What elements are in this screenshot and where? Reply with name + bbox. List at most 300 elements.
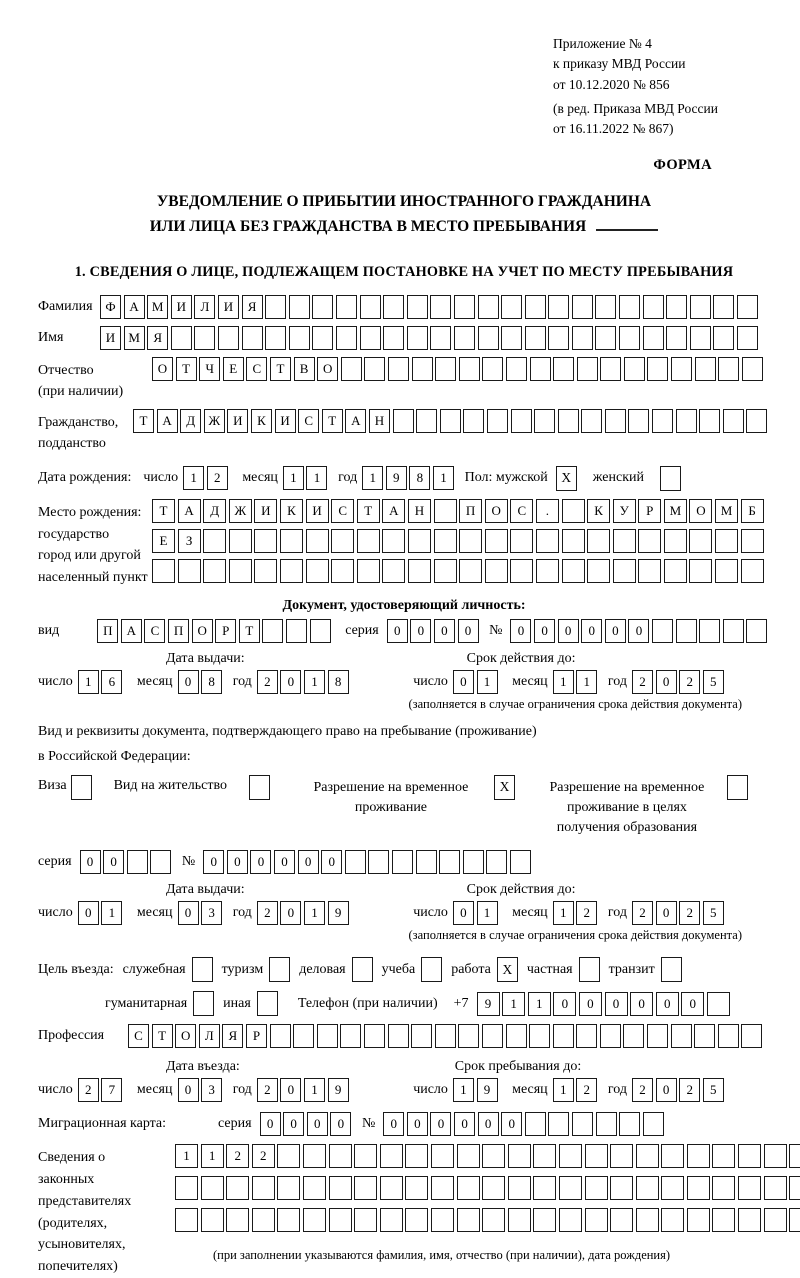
char-cell[interactable] <box>312 326 333 350</box>
char-cell[interactable] <box>416 850 437 874</box>
char-cell[interactable] <box>364 357 385 381</box>
char-cell[interactable] <box>383 295 404 319</box>
char-cell[interactable]: 2 <box>257 901 278 925</box>
char-cell[interactable]: 1 <box>183 466 204 490</box>
char-cell[interactable]: Я <box>147 326 168 350</box>
char-cell[interactable] <box>459 357 480 381</box>
purpose-humanitarian-checkbox[interactable] <box>193 991 214 1016</box>
char-cell[interactable] <box>636 1144 659 1168</box>
stay-valid-day-cells[interactable] <box>453 901 500 925</box>
char-cell[interactable]: 0 <box>410 619 431 643</box>
char-cell[interactable] <box>405 1176 428 1200</box>
char-cell[interactable] <box>360 326 381 350</box>
char-cell[interactable] <box>619 1112 640 1136</box>
char-cell[interactable] <box>572 295 593 319</box>
char-cell[interactable] <box>789 1176 800 1200</box>
char-cell[interactable]: А <box>121 619 142 643</box>
char-cell[interactable] <box>525 295 546 319</box>
char-cell[interactable]: 0 <box>628 619 649 643</box>
char-cell[interactable]: 0 <box>454 1112 475 1136</box>
char-cell[interactable]: М <box>147 295 168 319</box>
char-cell[interactable]: 2 <box>632 901 653 925</box>
char-cell[interactable] <box>687 1144 710 1168</box>
char-cell[interactable] <box>357 559 380 583</box>
char-cell[interactable] <box>610 1176 633 1200</box>
stay-number-cells[interactable] <box>203 850 533 874</box>
char-cell[interactable]: 0 <box>534 619 555 643</box>
char-cell[interactable]: С <box>331 499 354 523</box>
char-cell[interactable] <box>329 1176 352 1200</box>
char-cell[interactable]: А <box>382 499 405 523</box>
char-cell[interactable]: 0 <box>430 1112 451 1136</box>
char-cell[interactable]: 9 <box>386 466 407 490</box>
char-cell[interactable] <box>605 409 626 433</box>
birth-day-cells[interactable] <box>183 466 230 490</box>
char-cell[interactable]: 0 <box>274 850 295 874</box>
char-cell[interactable] <box>329 1144 352 1168</box>
char-cell[interactable]: 3 <box>201 1078 222 1102</box>
char-cell[interactable]: П <box>97 619 118 643</box>
char-cell[interactable]: Т <box>152 1024 173 1048</box>
purpose-other-checkbox[interactable] <box>257 991 278 1016</box>
char-cell[interactable] <box>242 326 263 350</box>
char-cell[interactable]: 9 <box>477 992 500 1016</box>
char-cell[interactable]: У <box>613 499 636 523</box>
char-cell[interactable]: Ф <box>100 295 121 319</box>
char-cell[interactable] <box>482 1176 505 1200</box>
char-cell[interactable]: Н <box>369 409 390 433</box>
char-cell[interactable]: А <box>157 409 178 433</box>
char-cell[interactable]: А <box>178 499 201 523</box>
char-cell[interactable]: 0 <box>78 901 99 925</box>
char-cell[interactable]: М <box>715 499 738 523</box>
char-cell[interactable] <box>218 326 239 350</box>
temp-residence-edu-checkbox[interactable] <box>727 775 748 800</box>
char-cell[interactable]: 2 <box>207 466 228 490</box>
char-cell[interactable] <box>723 619 744 643</box>
char-cell[interactable]: А <box>345 409 366 433</box>
char-cell[interactable]: Я <box>242 295 263 319</box>
char-cell[interactable]: О <box>485 499 508 523</box>
char-cell[interactable] <box>430 326 451 350</box>
entry-month-cells[interactable] <box>178 1078 225 1102</box>
char-cell[interactable]: 2 <box>679 670 700 694</box>
char-cell[interactable] <box>405 1208 428 1232</box>
char-cell[interactable] <box>595 295 616 319</box>
char-cell[interactable]: 9 <box>328 1078 349 1102</box>
stay-issue-year-cells[interactable] <box>257 901 351 925</box>
char-cell[interactable] <box>380 1208 403 1232</box>
char-cell[interactable] <box>600 357 621 381</box>
gender-female-checkbox[interactable] <box>660 466 681 491</box>
char-cell[interactable]: К <box>587 499 610 523</box>
char-cell[interactable] <box>262 619 283 643</box>
char-cell[interactable]: О <box>317 357 338 381</box>
char-cell[interactable]: 1 <box>78 670 99 694</box>
char-cell[interactable]: Л <box>194 295 215 319</box>
char-cell[interactable]: Т <box>176 357 197 381</box>
purpose-study-checkbox[interactable] <box>421 957 442 982</box>
migration-number-cells[interactable] <box>383 1112 666 1136</box>
char-cell[interactable]: 1 <box>528 992 551 1016</box>
char-cell[interactable] <box>695 357 716 381</box>
char-cell[interactable]: 1 <box>453 1078 474 1102</box>
char-cell[interactable] <box>303 1144 326 1168</box>
char-cell[interactable] <box>482 1208 505 1232</box>
char-cell[interactable]: 0 <box>103 850 124 874</box>
char-cell[interactable]: Р <box>638 499 661 523</box>
char-cell[interactable] <box>306 559 329 583</box>
char-cell[interactable]: Я <box>222 1024 243 1048</box>
char-cell[interactable] <box>508 1208 531 1232</box>
char-cell[interactable] <box>548 326 569 350</box>
char-cell[interactable]: Е <box>223 357 244 381</box>
char-cell[interactable] <box>689 529 712 553</box>
char-cell[interactable]: И <box>227 409 248 433</box>
char-cell[interactable] <box>478 326 499 350</box>
char-cell[interactable] <box>676 409 697 433</box>
char-cell[interactable] <box>559 1176 582 1200</box>
char-cell[interactable] <box>562 529 585 553</box>
identity-issue-day-cells[interactable] <box>78 670 125 694</box>
char-cell[interactable] <box>412 357 433 381</box>
char-cell[interactable] <box>340 1024 361 1048</box>
gender-male-checkbox[interactable]: X <box>556 466 577 491</box>
char-cell[interactable] <box>671 1024 692 1048</box>
char-cell[interactable] <box>690 295 711 319</box>
char-cell[interactable]: С <box>246 357 267 381</box>
char-cell[interactable]: И <box>306 499 329 523</box>
char-cell[interactable] <box>485 559 508 583</box>
char-cell[interactable] <box>457 1176 480 1200</box>
char-cell[interactable] <box>553 357 574 381</box>
char-cell[interactable]: 0 <box>656 670 677 694</box>
char-cell[interactable]: Ж <box>204 409 225 433</box>
char-cell[interactable] <box>713 326 734 350</box>
char-cell[interactable] <box>482 1024 503 1048</box>
char-cell[interactable]: 1 <box>201 1144 224 1168</box>
char-cell[interactable] <box>175 1176 198 1200</box>
representatives-cells-row1[interactable] <box>175 1144 800 1168</box>
char-cell[interactable]: 0 <box>387 619 408 643</box>
char-cell[interactable]: 5 <box>703 1078 724 1102</box>
char-cell[interactable] <box>310 619 331 643</box>
representatives-cells-row2[interactable] <box>175 1176 800 1200</box>
char-cell[interactable]: О <box>192 619 213 643</box>
char-cell[interactable]: И <box>171 295 192 319</box>
char-cell[interactable] <box>742 357 763 381</box>
char-cell[interactable]: 1 <box>306 466 327 490</box>
char-cell[interactable] <box>595 326 616 350</box>
char-cell[interactable] <box>194 326 215 350</box>
visa-checkbox[interactable] <box>71 775 92 800</box>
purpose-official-checkbox[interactable] <box>192 957 213 982</box>
char-cell[interactable]: С <box>510 499 533 523</box>
char-cell[interactable] <box>636 1176 659 1200</box>
char-cell[interactable] <box>548 1112 569 1136</box>
char-cell[interactable]: 0 <box>407 1112 428 1136</box>
char-cell[interactable]: 2 <box>679 1078 700 1102</box>
char-cell[interactable] <box>487 409 508 433</box>
char-cell[interactable] <box>434 499 457 523</box>
char-cell[interactable] <box>610 1208 633 1232</box>
char-cell[interactable] <box>510 559 533 583</box>
char-cell[interactable] <box>203 559 226 583</box>
char-cell[interactable] <box>661 1176 684 1200</box>
char-cell[interactable] <box>643 295 664 319</box>
char-cell[interactable] <box>336 295 357 319</box>
char-cell[interactable] <box>741 559 764 583</box>
char-cell[interactable] <box>536 529 559 553</box>
doc-type-cells[interactable] <box>97 619 333 643</box>
char-cell[interactable]: 0 <box>298 850 319 874</box>
char-cell[interactable] <box>360 295 381 319</box>
char-cell[interactable]: Т <box>270 357 291 381</box>
char-cell[interactable] <box>434 529 457 553</box>
char-cell[interactable]: И <box>218 295 239 319</box>
char-cell[interactable] <box>485 529 508 553</box>
char-cell[interactable]: 0 <box>553 992 576 1016</box>
char-cell[interactable] <box>270 1024 291 1048</box>
char-cell[interactable] <box>482 1144 505 1168</box>
profession-cells[interactable] <box>128 1024 765 1048</box>
char-cell[interactable] <box>175 1208 198 1232</box>
char-cell[interactable] <box>431 1208 454 1232</box>
char-cell[interactable] <box>201 1176 224 1200</box>
char-cell[interactable] <box>252 1176 275 1200</box>
identity-valid-year-cells[interactable] <box>632 670 726 694</box>
char-cell[interactable] <box>558 409 579 433</box>
char-cell[interactable] <box>439 850 460 874</box>
char-cell[interactable]: 1 <box>477 670 498 694</box>
char-cell[interactable] <box>687 1208 710 1232</box>
char-cell[interactable]: Т <box>133 409 154 433</box>
char-cell[interactable]: 0 <box>605 619 626 643</box>
char-cell[interactable]: Д <box>180 409 201 433</box>
char-cell[interactable] <box>407 326 428 350</box>
char-cell[interactable] <box>738 1176 761 1200</box>
char-cell[interactable]: 0 <box>458 619 479 643</box>
char-cell[interactable] <box>613 529 636 553</box>
char-cell[interactable] <box>463 409 484 433</box>
char-cell[interactable] <box>687 1176 710 1200</box>
char-cell[interactable]: 2 <box>679 901 700 925</box>
char-cell[interactable] <box>392 850 413 874</box>
char-cell[interactable]: С <box>144 619 165 643</box>
char-cell[interactable] <box>280 559 303 583</box>
char-cell[interactable] <box>624 357 645 381</box>
char-cell[interactable] <box>226 1208 249 1232</box>
citizenship-cells[interactable] <box>133 409 770 433</box>
char-cell[interactable]: 0 <box>478 1112 499 1136</box>
char-cell[interactable] <box>289 295 310 319</box>
identity-issue-month-cells[interactable] <box>178 670 225 694</box>
char-cell[interactable]: М <box>124 326 145 350</box>
char-cell[interactable]: М <box>664 499 687 523</box>
char-cell[interactable]: 1 <box>283 466 304 490</box>
char-cell[interactable] <box>383 326 404 350</box>
char-cell[interactable] <box>508 1176 531 1200</box>
char-cell[interactable]: О <box>175 1024 196 1048</box>
char-cell[interactable] <box>440 409 461 433</box>
char-cell[interactable] <box>559 1208 582 1232</box>
char-cell[interactable] <box>345 850 366 874</box>
char-cell[interactable]: 0 <box>280 670 301 694</box>
char-cell[interactable]: 0 <box>250 850 271 874</box>
char-cell[interactable]: Т <box>322 409 343 433</box>
char-cell[interactable] <box>277 1176 300 1200</box>
char-cell[interactable] <box>501 326 522 350</box>
char-cell[interactable]: В <box>294 357 315 381</box>
char-cell[interactable] <box>671 357 692 381</box>
char-cell[interactable]: 0 <box>260 1112 281 1136</box>
stay-valid-year-cells[interactable] <box>632 901 726 925</box>
char-cell[interactable] <box>331 529 354 553</box>
char-cell[interactable]: 0 <box>178 1078 199 1102</box>
char-cell[interactable] <box>764 1176 787 1200</box>
char-cell[interactable] <box>576 1024 597 1048</box>
char-cell[interactable]: К <box>280 499 303 523</box>
purpose-work-checkbox[interactable]: X <box>497 957 518 982</box>
char-cell[interactable]: И <box>254 499 277 523</box>
char-cell[interactable] <box>666 295 687 319</box>
char-cell[interactable] <box>534 409 555 433</box>
char-cell[interactable] <box>533 1176 556 1200</box>
char-cell[interactable] <box>254 529 277 553</box>
char-cell[interactable] <box>171 326 192 350</box>
char-cell[interactable] <box>229 529 252 553</box>
char-cell[interactable] <box>454 295 475 319</box>
char-cell[interactable] <box>529 1024 550 1048</box>
char-cell[interactable] <box>388 357 409 381</box>
char-cell[interactable]: К <box>251 409 272 433</box>
char-cell[interactable] <box>746 619 767 643</box>
char-cell[interactable]: 0 <box>283 1112 304 1136</box>
identity-issue-year-cells[interactable] <box>257 670 351 694</box>
char-cell[interactable]: 2 <box>576 901 597 925</box>
char-cell[interactable]: П <box>168 619 189 643</box>
char-cell[interactable]: Р <box>246 1024 267 1048</box>
char-cell[interactable]: 2 <box>226 1144 249 1168</box>
stay-until-month-cells[interactable] <box>553 1078 600 1102</box>
char-cell[interactable] <box>764 1208 787 1232</box>
char-cell[interactable]: Ж <box>229 499 252 523</box>
char-cell[interactable] <box>628 409 649 433</box>
char-cell[interactable] <box>581 409 602 433</box>
char-cell[interactable] <box>434 559 457 583</box>
char-cell[interactable] <box>764 1144 787 1168</box>
entry-day-cells[interactable] <box>78 1078 125 1102</box>
char-cell[interactable] <box>201 1208 224 1232</box>
char-cell[interactable] <box>789 1144 800 1168</box>
representatives-cells-row3[interactable] <box>175 1208 800 1232</box>
char-cell[interactable] <box>694 1024 715 1048</box>
char-cell[interactable]: 1 <box>433 466 454 490</box>
char-cell[interactable]: 3 <box>201 901 222 925</box>
char-cell[interactable] <box>623 1024 644 1048</box>
char-cell[interactable] <box>226 1176 249 1200</box>
char-cell[interactable]: Е <box>152 529 175 553</box>
char-cell[interactable]: С <box>128 1024 149 1048</box>
char-cell[interactable] <box>277 1208 300 1232</box>
char-cell[interactable] <box>712 1176 735 1200</box>
birth-place-cells-row1[interactable] <box>152 499 766 523</box>
purpose-business-checkbox[interactable] <box>352 957 373 982</box>
char-cell[interactable]: 0 <box>656 1078 677 1102</box>
char-cell[interactable] <box>265 295 286 319</box>
char-cell[interactable] <box>430 295 451 319</box>
char-cell[interactable] <box>435 357 456 381</box>
char-cell[interactable]: 0 <box>656 992 679 1016</box>
char-cell[interactable] <box>789 1208 800 1232</box>
char-cell[interactable] <box>336 326 357 350</box>
patronymic-cells[interactable] <box>152 357 765 381</box>
char-cell[interactable] <box>664 559 687 583</box>
char-cell[interactable]: 1 <box>553 670 574 694</box>
char-cell[interactable] <box>647 1024 668 1048</box>
char-cell[interactable] <box>380 1176 403 1200</box>
char-cell[interactable] <box>587 529 610 553</box>
char-cell[interactable]: И <box>100 326 121 350</box>
char-cell[interactable] <box>690 326 711 350</box>
char-cell[interactable]: 0 <box>605 992 628 1016</box>
char-cell[interactable]: 0 <box>453 901 474 925</box>
char-cell[interactable] <box>458 1024 479 1048</box>
char-cell[interactable] <box>713 295 734 319</box>
doc-number-cells[interactable] <box>510 619 770 643</box>
char-cell[interactable]: С <box>298 409 319 433</box>
char-cell[interactable]: И <box>275 409 296 433</box>
char-cell[interactable]: 2 <box>257 670 278 694</box>
char-cell[interactable] <box>666 326 687 350</box>
char-cell[interactable] <box>619 295 640 319</box>
char-cell[interactable] <box>150 850 171 874</box>
char-cell[interactable] <box>435 1024 456 1048</box>
phone-cells[interactable] <box>477 992 733 1016</box>
char-cell[interactable]: Р <box>215 619 236 643</box>
char-cell[interactable]: 0 <box>178 670 199 694</box>
char-cell[interactable] <box>254 559 277 583</box>
stay-series-cells[interactable] <box>80 850 174 874</box>
char-cell[interactable] <box>317 1024 338 1048</box>
char-cell[interactable] <box>746 409 767 433</box>
char-cell[interactable]: 1 <box>304 901 325 925</box>
char-cell[interactable]: 7 <box>101 1078 122 1102</box>
char-cell[interactable]: О <box>689 499 712 523</box>
char-cell[interactable]: 0 <box>280 901 301 925</box>
char-cell[interactable]: 1 <box>576 670 597 694</box>
char-cell[interactable] <box>511 409 532 433</box>
char-cell[interactable] <box>510 850 531 874</box>
char-cell[interactable] <box>463 850 484 874</box>
char-cell[interactable] <box>559 1144 582 1168</box>
char-cell[interactable] <box>459 529 482 553</box>
char-cell[interactable] <box>738 1208 761 1232</box>
char-cell[interactable]: 0 <box>558 619 579 643</box>
char-cell[interactable] <box>303 1176 326 1200</box>
char-cell[interactable] <box>457 1208 480 1232</box>
char-cell[interactable]: 1 <box>304 1078 325 1102</box>
birth-year-cells[interactable] <box>362 466 456 490</box>
temp-residence-checkbox[interactable]: X <box>494 775 515 800</box>
char-cell[interactable] <box>548 295 569 319</box>
char-cell[interactable] <box>661 1144 684 1168</box>
char-cell[interactable] <box>482 357 503 381</box>
char-cell[interactable] <box>408 529 431 553</box>
char-cell[interactable]: 2 <box>576 1078 597 1102</box>
char-cell[interactable] <box>613 559 636 583</box>
char-cell[interactable] <box>331 559 354 583</box>
